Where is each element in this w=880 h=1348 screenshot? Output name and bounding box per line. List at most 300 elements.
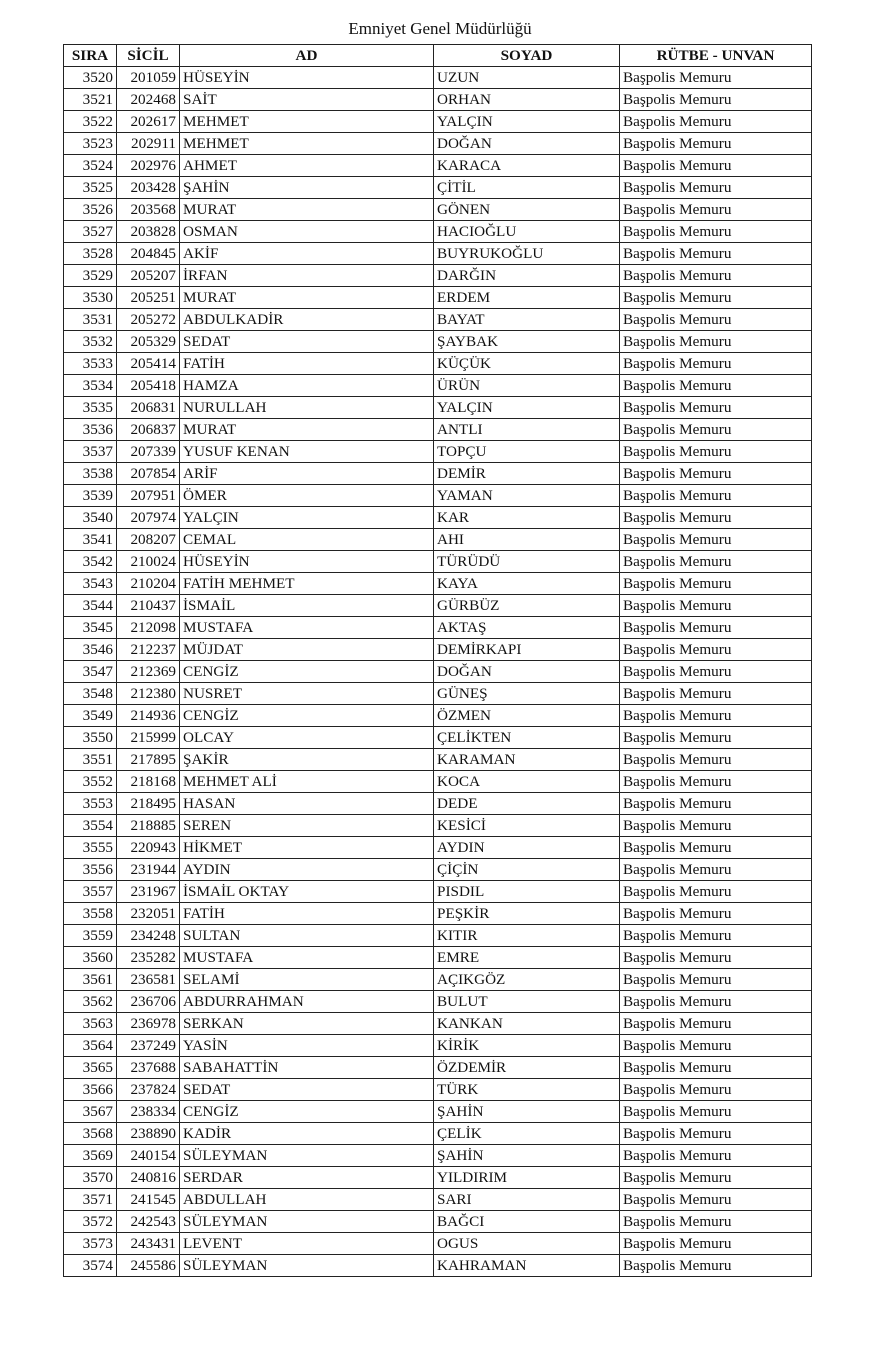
cell-sicil: 203428 (117, 177, 180, 199)
cell-sicil: 208207 (117, 529, 180, 551)
table-row (64, 881, 812, 903)
table-row (64, 1189, 812, 1211)
cell-sira: 3553 (64, 793, 117, 815)
cell-sira: 3554 (64, 815, 117, 837)
table-row (64, 1255, 812, 1277)
cell-ad: MEHMET (180, 133, 434, 155)
table-row (64, 1167, 812, 1189)
cell-ad: FATİH (180, 903, 434, 925)
cell-soyad: ÇİÇİN (434, 859, 620, 881)
cell-ad: NURULLAH (180, 397, 434, 419)
cell-sicil: 236581 (117, 969, 180, 991)
cell-rutbe: Başpolis Memuru (620, 991, 812, 1013)
cell-rutbe: Başpolis Memuru (620, 155, 812, 177)
cell-sicil: 232051 (117, 903, 180, 925)
cell-ad: MURAT (180, 419, 434, 441)
cell-soyad: YALÇIN (434, 111, 620, 133)
cell-soyad: ŞAYBAK (434, 331, 620, 353)
cell-sicil: 212098 (117, 617, 180, 639)
cell-rutbe: Başpolis Memuru (620, 1057, 812, 1079)
cell-ad: HİKMET (180, 837, 434, 859)
cell-soyad: YALÇIN (434, 397, 620, 419)
cell-sira: 3524 (64, 155, 117, 177)
cell-ad: ŞAHİN (180, 177, 434, 199)
cell-sicil: 207854 (117, 463, 180, 485)
cell-rutbe: Başpolis Memuru (620, 1035, 812, 1057)
cell-rutbe: Başpolis Memuru (620, 1079, 812, 1101)
table-row (64, 991, 812, 1013)
cell-soyad: OGUS (434, 1233, 620, 1255)
cell-ad: MURAT (180, 199, 434, 221)
header-soyad: SOYAD (434, 45, 620, 67)
cell-sira: 3526 (64, 199, 117, 221)
cell-sira: 3520 (64, 67, 117, 89)
cell-rutbe: Başpolis Memuru (620, 573, 812, 595)
cell-soyad: PEŞKİR (434, 903, 620, 925)
cell-sira: 3550 (64, 727, 117, 749)
cell-sira: 3546 (64, 639, 117, 661)
cell-sira: 3568 (64, 1123, 117, 1145)
cell-sira: 3537 (64, 441, 117, 463)
cell-sira: 3561 (64, 969, 117, 991)
cell-sira: 3569 (64, 1145, 117, 1167)
table-row (64, 903, 812, 925)
cell-sira: 3539 (64, 485, 117, 507)
cell-rutbe: Başpolis Memuru (620, 925, 812, 947)
cell-rutbe: Başpolis Memuru (620, 111, 812, 133)
cell-ad: HÜSEYİN (180, 67, 434, 89)
cell-sicil: 207974 (117, 507, 180, 529)
cell-rutbe: Başpolis Memuru (620, 485, 812, 507)
cell-ad: İRFAN (180, 265, 434, 287)
cell-sicil: 207951 (117, 485, 180, 507)
cell-sira: 3538 (64, 463, 117, 485)
cell-sira: 3548 (64, 683, 117, 705)
cell-sira: 3530 (64, 287, 117, 309)
cell-soyad: DEDE (434, 793, 620, 815)
cell-ad: SAİT (180, 89, 434, 111)
table-row (64, 463, 812, 485)
cell-soyad: HACIOĞLU (434, 221, 620, 243)
cell-sicil: 237249 (117, 1035, 180, 1057)
table-row (64, 89, 812, 111)
cell-ad: SEDAT (180, 1079, 434, 1101)
cell-soyad: TÜRK (434, 1079, 620, 1101)
cell-sira: 3545 (64, 617, 117, 639)
cell-sira: 3529 (64, 265, 117, 287)
personnel-table (63, 44, 812, 1277)
cell-soyad: TOPÇU (434, 441, 620, 463)
cell-soyad: AYDIN (434, 837, 620, 859)
cell-ad: KADİR (180, 1123, 434, 1145)
cell-rutbe: Başpolis Memuru (620, 771, 812, 793)
table-row (64, 1233, 812, 1255)
cell-soyad: ÇELİK (434, 1123, 620, 1145)
cell-ad: HAMZA (180, 375, 434, 397)
cell-rutbe: Başpolis Memuru (620, 705, 812, 727)
header-sira: SIRA (64, 45, 117, 67)
cell-sira: 3522 (64, 111, 117, 133)
cell-sicil: 240816 (117, 1167, 180, 1189)
cell-rutbe: Başpolis Memuru (620, 617, 812, 639)
cell-soyad: BAĞCI (434, 1211, 620, 1233)
cell-sicil: 212380 (117, 683, 180, 705)
table-row (64, 1079, 812, 1101)
table-row (64, 331, 812, 353)
cell-ad: MEHMET (180, 111, 434, 133)
cell-soyad: DEMİRKAPI (434, 639, 620, 661)
cell-sira: 3551 (64, 749, 117, 771)
cell-ad: CENGİZ (180, 661, 434, 683)
cell-sicil: 203568 (117, 199, 180, 221)
cell-ad: SEDAT (180, 331, 434, 353)
cell-ad: SABAHATTİN (180, 1057, 434, 1079)
cell-sira: 3525 (64, 177, 117, 199)
table-row (64, 111, 812, 133)
cell-sira: 3562 (64, 991, 117, 1013)
cell-rutbe: Başpolis Memuru (620, 1145, 812, 1167)
cell-sira: 3560 (64, 947, 117, 969)
cell-soyad: DEMİR (434, 463, 620, 485)
table-row (64, 683, 812, 705)
cell-sicil: 243431 (117, 1233, 180, 1255)
cell-sicil: 202468 (117, 89, 180, 111)
table-row (64, 815, 812, 837)
cell-rutbe: Başpolis Memuru (620, 463, 812, 485)
cell-rutbe: Başpolis Memuru (620, 903, 812, 925)
cell-rutbe: Başpolis Memuru (620, 177, 812, 199)
page-title: Emniyet Genel Müdürlüğü (348, 19, 532, 38)
cell-rutbe: Başpolis Memuru (620, 1189, 812, 1211)
cell-soyad: PISDIL (434, 881, 620, 903)
cell-sicil: 236978 (117, 1013, 180, 1035)
cell-soyad: BUYRUKOĞLU (434, 243, 620, 265)
cell-sicil: 202976 (117, 155, 180, 177)
cell-sicil: 217895 (117, 749, 180, 771)
table-row (64, 1211, 812, 1233)
cell-sicil: 205329 (117, 331, 180, 353)
cell-sira: 3532 (64, 331, 117, 353)
cell-ad: CENGİZ (180, 1101, 434, 1123)
cell-rutbe: Başpolis Memuru (620, 353, 812, 375)
cell-sira: 3534 (64, 375, 117, 397)
cell-soyad: KAYA (434, 573, 620, 595)
cell-sira: 3523 (64, 133, 117, 155)
cell-sicil: 205251 (117, 287, 180, 309)
cell-ad: LEVENT (180, 1233, 434, 1255)
cell-soyad: ÖZMEN (434, 705, 620, 727)
cell-rutbe: Başpolis Memuru (620, 529, 812, 551)
cell-soyad: AKTAŞ (434, 617, 620, 639)
cell-soyad: DARĞIN (434, 265, 620, 287)
cell-sicil: 236706 (117, 991, 180, 1013)
cell-sicil: 231967 (117, 881, 180, 903)
table-row (64, 705, 812, 727)
cell-rutbe: Başpolis Memuru (620, 397, 812, 419)
table-row (64, 221, 812, 243)
cell-sicil: 210437 (117, 595, 180, 617)
cell-ad: MUSTAFA (180, 617, 434, 639)
table-row (64, 925, 812, 947)
cell-sira: 3557 (64, 881, 117, 903)
cell-ad: AHMET (180, 155, 434, 177)
cell-ad: MUSTAFA (180, 947, 434, 969)
cell-sicil: 212237 (117, 639, 180, 661)
header-rutbe: RÜTBE - UNVAN (620, 45, 812, 67)
cell-sicil: 235282 (117, 947, 180, 969)
cell-soyad: ÇİTİL (434, 177, 620, 199)
cell-sicil: 231944 (117, 859, 180, 881)
table-row (64, 1101, 812, 1123)
table-row (64, 529, 812, 551)
cell-rutbe: Başpolis Memuru (620, 1101, 812, 1123)
cell-rutbe: Başpolis Memuru (620, 331, 812, 353)
table-row (64, 155, 812, 177)
cell-sicil: 240154 (117, 1145, 180, 1167)
table-row (64, 617, 812, 639)
cell-ad: HÜSEYİN (180, 551, 434, 573)
table-row (64, 793, 812, 815)
cell-sicil: 234248 (117, 925, 180, 947)
cell-sira: 3544 (64, 595, 117, 617)
cell-sira: 3558 (64, 903, 117, 925)
cell-sicil: 203828 (117, 221, 180, 243)
cell-rutbe: Başpolis Memuru (620, 265, 812, 287)
table-row (64, 485, 812, 507)
cell-rutbe: Başpolis Memuru (620, 793, 812, 815)
cell-rutbe: Başpolis Memuru (620, 639, 812, 661)
table-row (64, 1057, 812, 1079)
cell-soyad: BAYAT (434, 309, 620, 331)
cell-soyad: SARI (434, 1189, 620, 1211)
cell-rutbe: Başpolis Memuru (620, 133, 812, 155)
cell-ad: CENGİZ (180, 705, 434, 727)
cell-ad: AYDIN (180, 859, 434, 881)
cell-soyad: AHI (434, 529, 620, 551)
cell-rutbe: Başpolis Memuru (620, 551, 812, 573)
table-row (64, 287, 812, 309)
cell-ad: SULTAN (180, 925, 434, 947)
cell-soyad: AÇIKGÖZ (434, 969, 620, 991)
cell-sicil: 242543 (117, 1211, 180, 1233)
cell-ad: SELAMİ (180, 969, 434, 991)
cell-sicil: 205418 (117, 375, 180, 397)
table-row (64, 969, 812, 991)
cell-sicil: 210204 (117, 573, 180, 595)
cell-ad: NUSRET (180, 683, 434, 705)
cell-soyad: ÖZDEMİR (434, 1057, 620, 1079)
cell-ad: MURAT (180, 287, 434, 309)
table-row (64, 727, 812, 749)
cell-ad: MÜJDAT (180, 639, 434, 661)
table-row (64, 375, 812, 397)
cell-sira: 3563 (64, 1013, 117, 1035)
cell-ad: AKİF (180, 243, 434, 265)
table-row (64, 595, 812, 617)
cell-rutbe: Başpolis Memuru (620, 1233, 812, 1255)
table-row (64, 133, 812, 155)
cell-sira: 3574 (64, 1255, 117, 1277)
cell-sira: 3541 (64, 529, 117, 551)
cell-ad: SERKAN (180, 1013, 434, 1035)
cell-ad: FATİH (180, 353, 434, 375)
cell-sicil: 218885 (117, 815, 180, 837)
cell-ad: YALÇIN (180, 507, 434, 529)
table-row (64, 551, 812, 573)
cell-sicil: 212369 (117, 661, 180, 683)
cell-soyad: DOĞAN (434, 133, 620, 155)
cell-ad: SÜLEYMAN (180, 1145, 434, 1167)
cell-rutbe: Başpolis Memuru (620, 441, 812, 463)
cell-ad: OLCAY (180, 727, 434, 749)
cell-ad: ÖMER (180, 485, 434, 507)
cell-soyad: KÜÇÜK (434, 353, 620, 375)
cell-sira: 3549 (64, 705, 117, 727)
cell-rutbe: Başpolis Memuru (620, 947, 812, 969)
cell-soyad: KANKAN (434, 1013, 620, 1035)
cell-sicil: 204845 (117, 243, 180, 265)
cell-soyad: KİRİK (434, 1035, 620, 1057)
cell-ad: SEREN (180, 815, 434, 837)
cell-sira: 3533 (64, 353, 117, 375)
table-row (64, 1123, 812, 1145)
cell-rutbe: Başpolis Memuru (620, 727, 812, 749)
cell-ad: ABDULKADİR (180, 309, 434, 331)
cell-soyad: ERDEM (434, 287, 620, 309)
cell-sira: 3547 (64, 661, 117, 683)
cell-sira: 3570 (64, 1167, 117, 1189)
cell-sicil: 201059 (117, 67, 180, 89)
cell-soyad: ÜRÜN (434, 375, 620, 397)
cell-sicil: 238334 (117, 1101, 180, 1123)
cell-sicil: 206831 (117, 397, 180, 419)
table-row (64, 199, 812, 221)
cell-rutbe: Başpolis Memuru (620, 1211, 812, 1233)
cell-soyad: UZUN (434, 67, 620, 89)
cell-sira: 3571 (64, 1189, 117, 1211)
cell-sicil: 207339 (117, 441, 180, 463)
cell-soyad: KITIR (434, 925, 620, 947)
cell-sira: 3566 (64, 1079, 117, 1101)
cell-soyad: KAHRAMAN (434, 1255, 620, 1277)
cell-rutbe: Başpolis Memuru (620, 507, 812, 529)
cell-ad: SERDAR (180, 1167, 434, 1189)
cell-soyad: ŞAHİN (434, 1101, 620, 1123)
cell-sira: 3528 (64, 243, 117, 265)
cell-soyad: ORHAN (434, 89, 620, 111)
table-header (64, 45, 812, 67)
cell-sicil: 205272 (117, 309, 180, 331)
cell-sicil: 215999 (117, 727, 180, 749)
cell-sira: 3540 (64, 507, 117, 529)
cell-sicil: 218495 (117, 793, 180, 815)
table-row (64, 67, 812, 89)
table-row (64, 661, 812, 683)
table-row (64, 1035, 812, 1057)
cell-sira: 3535 (64, 397, 117, 419)
cell-sira: 3536 (64, 419, 117, 441)
cell-rutbe: Başpolis Memuru (620, 881, 812, 903)
cell-ad: ABDURRAHMAN (180, 991, 434, 1013)
cell-sicil: 241545 (117, 1189, 180, 1211)
cell-ad: ARİF (180, 463, 434, 485)
cell-sira: 3567 (64, 1101, 117, 1123)
cell-sira: 3521 (64, 89, 117, 111)
cell-soyad: YAMAN (434, 485, 620, 507)
cell-sicil: 238890 (117, 1123, 180, 1145)
cell-sira: 3565 (64, 1057, 117, 1079)
cell-ad: ŞAKİR (180, 749, 434, 771)
table-row (64, 177, 812, 199)
table-row (64, 947, 812, 969)
cell-rutbe: Başpolis Memuru (620, 287, 812, 309)
cell-sira: 3573 (64, 1233, 117, 1255)
cell-ad: FATİH MEHMET (180, 573, 434, 595)
cell-soyad: KAR (434, 507, 620, 529)
cell-ad: YASİN (180, 1035, 434, 1057)
cell-ad: İSMAİL (180, 595, 434, 617)
cell-soyad: DOĞAN (434, 661, 620, 683)
cell-ad: CEMAL (180, 529, 434, 551)
cell-rutbe: Başpolis Memuru (620, 1167, 812, 1189)
cell-rutbe: Başpolis Memuru (620, 859, 812, 881)
table-row (64, 507, 812, 529)
table-row (64, 309, 812, 331)
cell-rutbe: Başpolis Memuru (620, 89, 812, 111)
cell-sira: 3543 (64, 573, 117, 595)
cell-soyad: KARAMAN (434, 749, 620, 771)
cell-sira: 3564 (64, 1035, 117, 1057)
cell-soyad: YILDIRIM (434, 1167, 620, 1189)
cell-ad: SÜLEYMAN (180, 1255, 434, 1277)
cell-sira: 3556 (64, 859, 117, 881)
table-row (64, 397, 812, 419)
header-sicil: SİCİL (117, 45, 180, 67)
cell-rutbe: Başpolis Memuru (620, 837, 812, 859)
cell-sicil: 218168 (117, 771, 180, 793)
cell-sicil: 245586 (117, 1255, 180, 1277)
cell-sicil: 210024 (117, 551, 180, 573)
cell-ad: MEHMET ALİ (180, 771, 434, 793)
table-row (64, 1145, 812, 1167)
cell-ad: SÜLEYMAN (180, 1211, 434, 1233)
cell-sicil: 214936 (117, 705, 180, 727)
cell-soyad: ŞAHİN (434, 1145, 620, 1167)
cell-sira: 3555 (64, 837, 117, 859)
cell-sicil: 206837 (117, 419, 180, 441)
cell-rutbe: Başpolis Memuru (620, 419, 812, 441)
cell-sira: 3527 (64, 221, 117, 243)
cell-rutbe: Başpolis Memuru (620, 309, 812, 331)
cell-sicil: 202911 (117, 133, 180, 155)
cell-soyad: KESİCİ (434, 815, 620, 837)
table-row (64, 837, 812, 859)
table-row (64, 265, 812, 287)
cell-sicil: 205414 (117, 353, 180, 375)
cell-rutbe: Başpolis Memuru (620, 749, 812, 771)
cell-rutbe: Başpolis Memuru (620, 1255, 812, 1277)
table-row (64, 749, 812, 771)
cell-rutbe: Başpolis Memuru (620, 1013, 812, 1035)
cell-rutbe: Başpolis Memuru (620, 969, 812, 991)
table-body (64, 67, 812, 1277)
cell-rutbe: Başpolis Memuru (620, 1123, 812, 1145)
table-row (64, 353, 812, 375)
table-row (64, 1013, 812, 1035)
cell-rutbe: Başpolis Memuru (620, 683, 812, 705)
cell-sira: 3542 (64, 551, 117, 573)
cell-soyad: GÜRBÜZ (434, 595, 620, 617)
